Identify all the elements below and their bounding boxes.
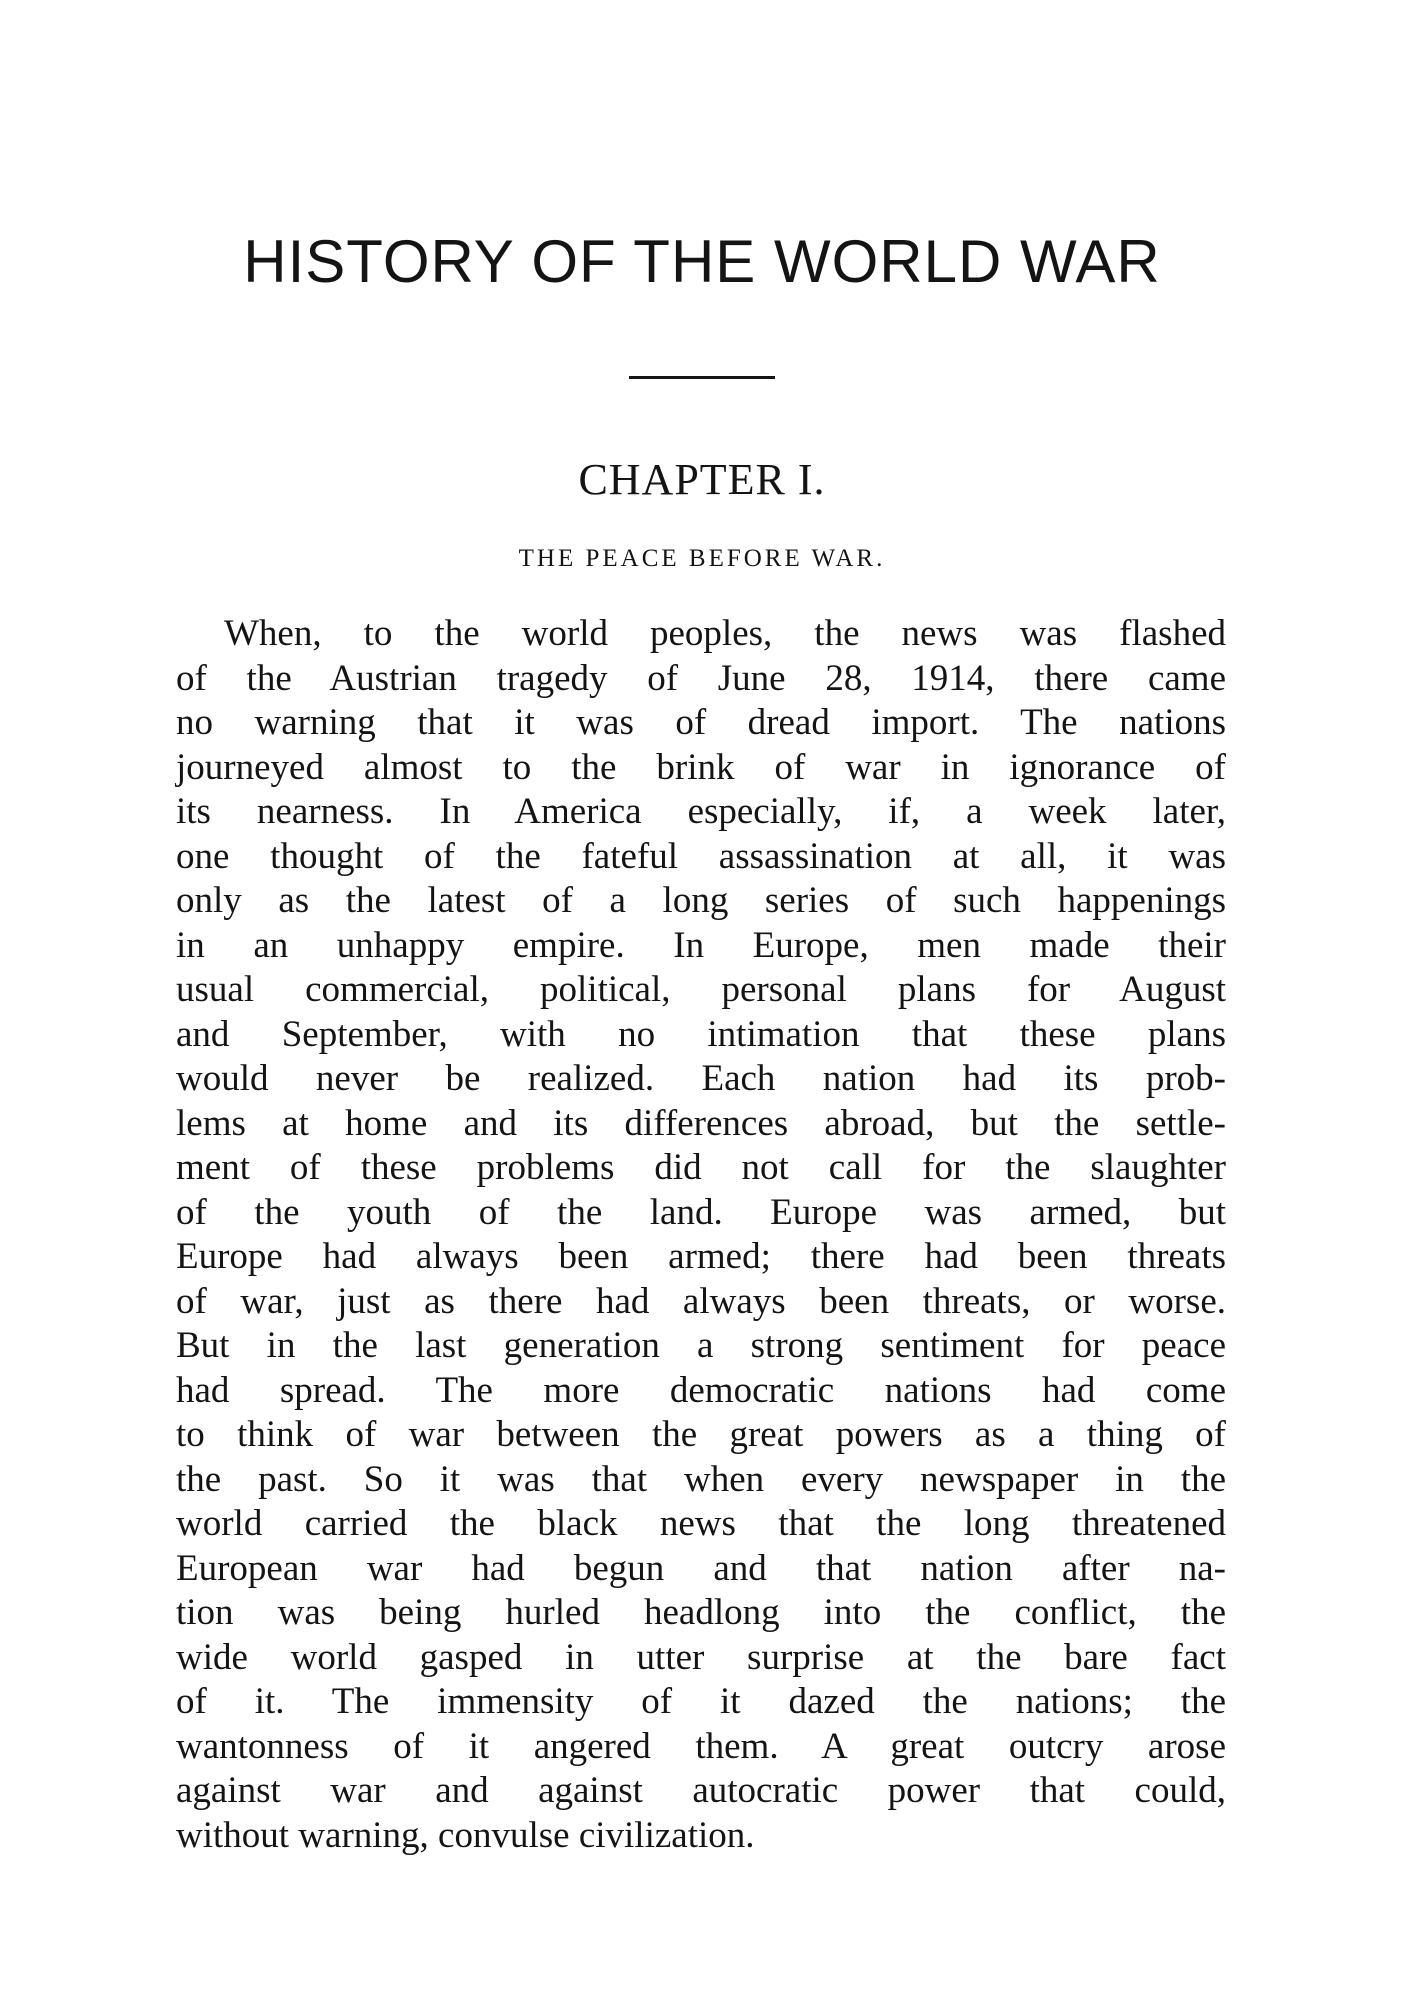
text-line: When, to the world peoples, the news was flashed — [224, 613, 1226, 654]
text-line: world carried the black news that the long threatened — [176, 1503, 1226, 1544]
text-line: would never be realized. Each nation had its prob- — [176, 1058, 1226, 1099]
text-line: ment of these problems did not call for the slaughter — [176, 1147, 1226, 1188]
text-line: without warning, convulse civilization. — [176, 1814, 755, 1856]
text-line: against war and against autocratic power that could, — [176, 1770, 1226, 1811]
text-line: of the Austrian tragedy of June 28, 1914, there came — [176, 657, 1226, 699]
text-line: the past. So it was that when every newspaper in the — [176, 1458, 1226, 1500]
text-line: only as the latest of a long series of such happenings — [176, 880, 1226, 921]
book-title: HISTORY OF THE WORLD WAR — [243, 228, 1161, 295]
text-line: to think of war between the great powers as a thing of — [176, 1414, 1226, 1455]
text-line: its nearness. In America especially, if, a week later, — [176, 791, 1226, 832]
text-line: no warning that it was of dread import. The nations — [176, 702, 1226, 743]
text-line: of war, just as there had always been threats, or worse. — [176, 1280, 1226, 1322]
text-line: had spread. The more democratic nations had come — [176, 1369, 1226, 1411]
text-line: wantonness of it angered them. A great outcry arose — [176, 1725, 1226, 1767]
text-line: lems at home and its differences abroad, but the settle- — [176, 1102, 1226, 1144]
body-paragraph — [176, 612, 1226, 1858]
chapter-heading: CHAPTER I. — [578, 455, 826, 504]
text-line: journeyed almost to the brink of war in ignorance of — [176, 746, 1226, 788]
text-line: of it. The immensity of it dazed the nations; the — [176, 1681, 1226, 1722]
text-line: in an unhappy empire. In Europe, men made their — [176, 924, 1226, 966]
chapter-subtitle: THE PEACE BEFORE WAR. — [518, 545, 886, 572]
text-line: But in the last generation a strong sentiment for peace — [176, 1325, 1226, 1366]
text-line: one thought of the fateful assassination at all, it was — [176, 835, 1226, 877]
text-line: Europe had always been armed; there had been threats — [176, 1236, 1226, 1277]
text-line: and September, with no intimation that these plans — [176, 1013, 1226, 1055]
title-rule — [629, 376, 775, 379]
text-line: usual commercial, political, personal plans for August — [176, 969, 1226, 1010]
text-line: wide world gasped in utter surprise at the bare fact — [176, 1636, 1226, 1678]
text-line: tion was being hurled headlong into the conflict, the — [176, 1592, 1226, 1633]
text-line: of the youth of the land. Europe was armed, but — [176, 1191, 1226, 1233]
text-line: European war had begun and that nation after na- — [176, 1547, 1226, 1589]
